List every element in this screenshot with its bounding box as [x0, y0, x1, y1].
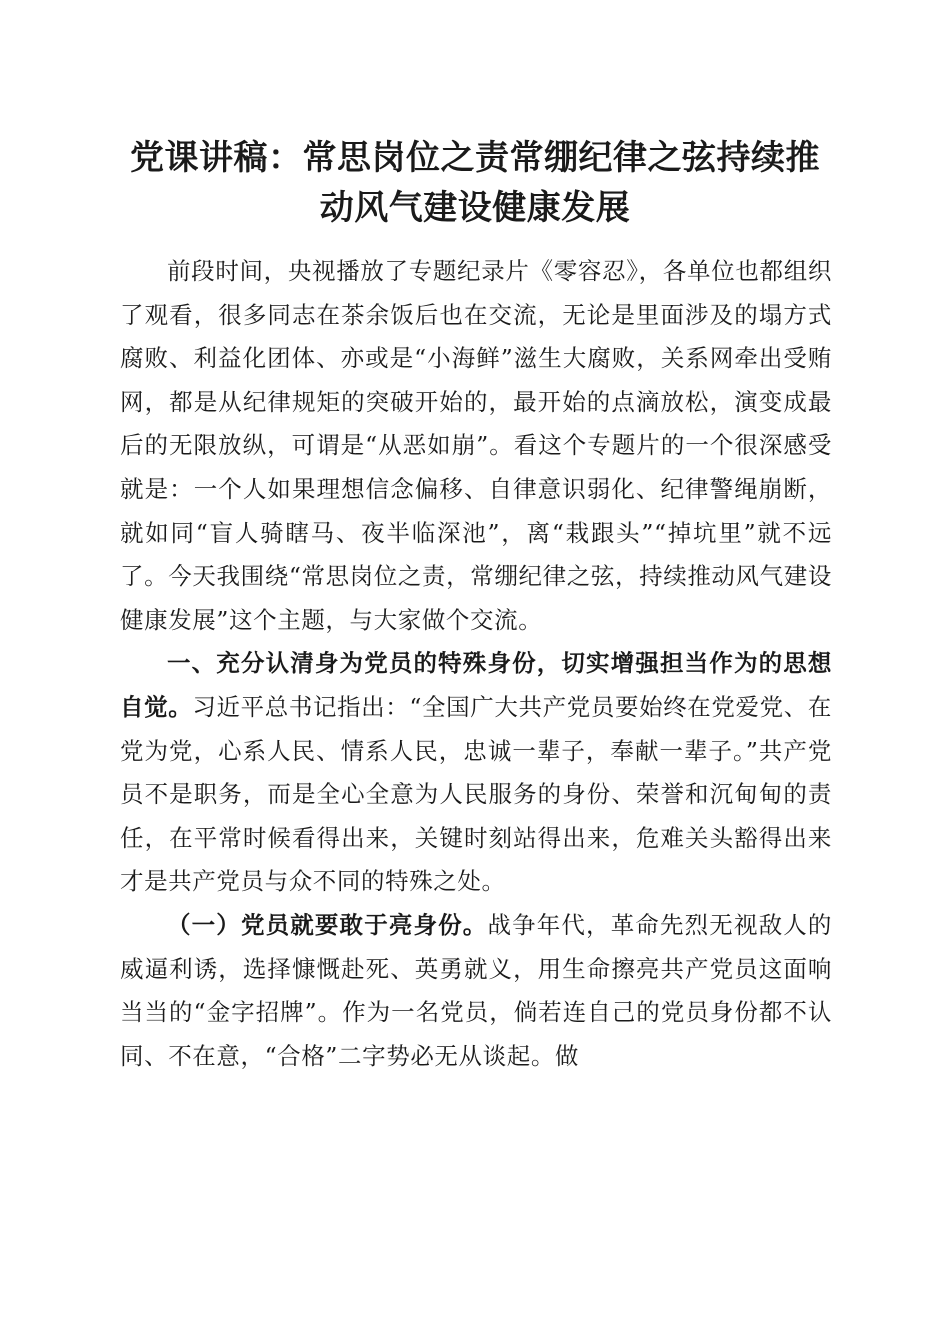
paragraph-text: 前段时间，央视播放了专题纪录片《零容忍》，各单位也都组织了观看，很多同志在茶余饭后也在交流，无论是里面涉及的塌方式腐败、利益化团体、亦或是“小海鲜”滋生大腐败，关系网牵出受贿网，都是从纪律规矩的突破开始的，最开始的点滴放松，演变成最后的无限放纵，可谓是“从恶如崩”。看这个专题片的一个很深感受就是：一个人如果理想信念偏移、自律意识弱化、纪律警绳崩断，就如同“盲人骑瞎马、夜半临深池”，离“栽跟头”“掉坑里”就不远了。今天我围绕“常思岗位之责，常绷纪律之弦，持续推动风气建设健康发展”这个主题，与大家做个交流。	[120, 257, 832, 634]
title-line-1: 党课讲稿：常思岗位之责常绷纪律之弦持续推	[130, 138, 820, 178]
section-heading: 一、充分认清身为党员的特殊身份，切实增强担当作为的思想自觉。	[120, 649, 832, 721]
document-title	[100, 133, 850, 233]
paragraph-text: 战争年代，革命先烈无视敌人的威逼利诱，选择慷慨赴死、英勇就义，用生命擦亮共产党员这面响当当的“金字招牌”。作为一名党员，倘若连自己的党员身份都不认同、不在意，“合格”二字势必无从谈起。做	[120, 910, 832, 1070]
paragraph-subsection-1	[120, 904, 832, 1078]
document-body	[120, 250, 832, 1078]
paragraph-section-1	[120, 642, 832, 904]
title-line-2: 动风气建设健康发展	[319, 188, 631, 228]
paragraph-intro	[120, 250, 832, 642]
paragraph-text: 习近平总书记指出：“全国广大共产党员要始终在党爱党、在党为党，心系人民、情系人民，忠诚一辈子，奉献一辈子。”共产党员不是职务，而是全心全意为人民服务的身份、荣誉和沉甸甸的责任，在平常时候看得出来，关键时刻站得出来，危难关头豁得出来才是共产党员与众不同的特殊之处。	[120, 692, 832, 896]
subsection-heading: （一）党员就要敢于亮身份。	[167, 910, 488, 939]
